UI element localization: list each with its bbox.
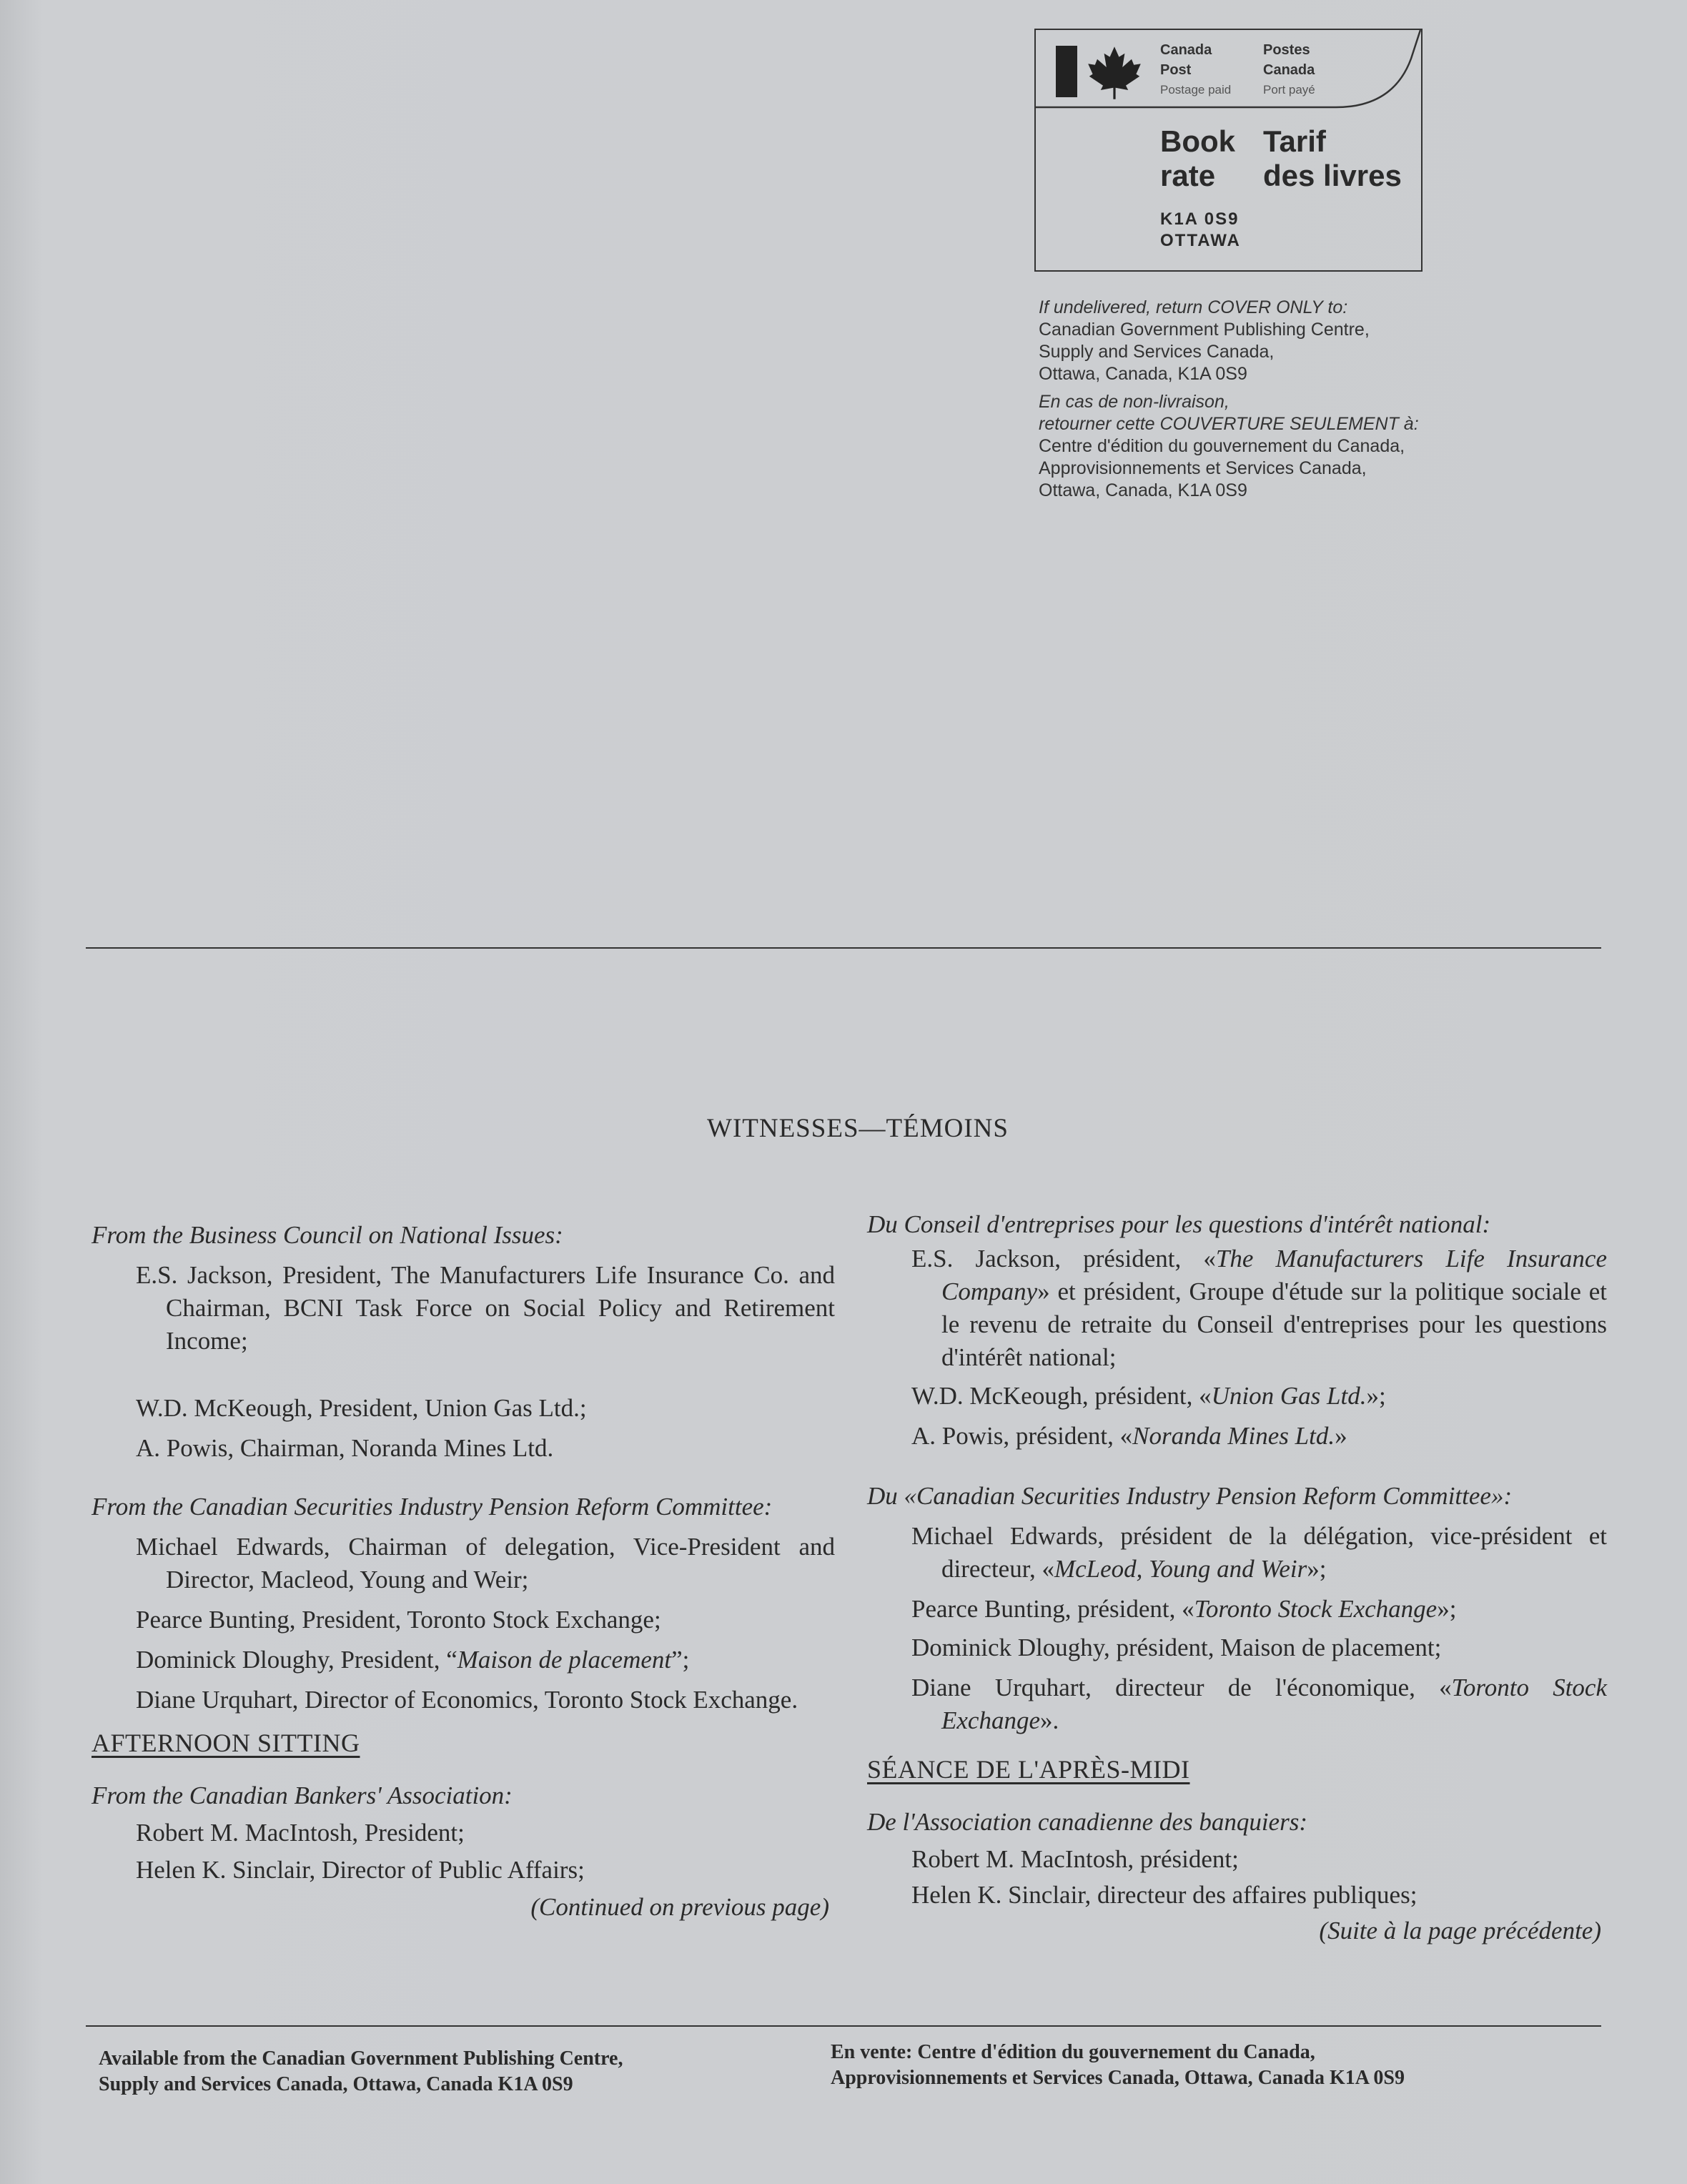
- witness-entry: Pearce Bunting, President, Toronto Stock Exchange;: [136, 1606, 661, 1634]
- witness-entry: A. Powis, Chairman, Noranda Mines Ltd.: [136, 1434, 554, 1462]
- witness-text: Michael Edwards, président de la délégation, vice-président et directeur, «: [911, 1522, 1607, 1583]
- witness-firm: Noranda Mines Ltd.: [1132, 1422, 1335, 1450]
- postal-code: K1A 0S9: [1160, 209, 1240, 229]
- return-fr-line: Centre d'édition du gouvernement du Canada,: [1039, 436, 1405, 456]
- witness-entry: Diane Urquhart, Director of Economics, Toronto Stock Exchange.: [136, 1686, 798, 1714]
- org-heading: From the Canadian Securities Industry Pension Reform Committee:: [91, 1493, 773, 1521]
- witness-entry: [91, 1644, 835, 1676]
- witness-entry: [867, 1420, 1607, 1453]
- witnesses-french-column: [867, 1208, 1607, 1947]
- bottom-divider: [86, 2025, 1601, 2027]
- witness-entry: Helen K. Sinclair, Director of Public Affairs;: [136, 1856, 585, 1884]
- postage-indicia: [1034, 29, 1423, 272]
- canada-post-en: [1160, 40, 1231, 100]
- witness-entry: [867, 1520, 1607, 1586]
- witness-entry: Robert M. MacIntosh, President;: [136, 1819, 465, 1847]
- port-paye-label: Port payé: [1263, 83, 1315, 97]
- witness-firm: Union Gas Ltd.: [1211, 1382, 1367, 1410]
- witness-text: Pearce Bunting, président, «: [911, 1595, 1194, 1623]
- witness-entry: [867, 1671, 1607, 1737]
- footer-line: Supply and Services Canada, Ottawa, Canada K1A 0S9: [99, 2073, 573, 2095]
- witness-entry: [867, 1380, 1607, 1413]
- tarif-label: [1263, 124, 1402, 193]
- witness-firm: Maison de placement: [457, 1646, 672, 1674]
- witness-text: W.D. McKeough, président, «: [911, 1382, 1212, 1410]
- witness-text: A. Powis, président, «: [911, 1422, 1133, 1450]
- witness-entry: Michael Edwards, Chairman of delegation, Vice-President and Director, Macleod, Young and Weir;: [136, 1533, 835, 1593]
- witness-text: »;: [1437, 1595, 1457, 1623]
- canada-post-fr: [1263, 40, 1315, 100]
- witnesses-english-column: [91, 1219, 835, 1924]
- des-livres-word: des livres: [1263, 159, 1402, 192]
- postage-paid-label: Postage paid: [1160, 83, 1232, 97]
- witness-entry: W.D. McKeough, President, Union Gas Ltd.;: [136, 1394, 587, 1422]
- org-heading: From the Business Council on National Issues:: [91, 1221, 563, 1249]
- witness-firm: Toronto Stock Exchange: [1194, 1595, 1438, 1623]
- witness-entry: E.S. Jackson, President, The Manufacturers Life Insurance Co. and Chairman, BCNI Task Force on Social Policy and Retirement Income;: [136, 1261, 835, 1355]
- post-label: Post: [1160, 62, 1192, 78]
- suite-note: (Suite à la page précédente): [1319, 1917, 1601, 1945]
- postal-address: [1160, 209, 1241, 252]
- flag-bar-icon: [1056, 46, 1077, 97]
- org-heading: Du «Canadian Securities Industry Pension Reform Committee»:: [867, 1482, 1513, 1510]
- witness-text: » et président, Groupe d'étude sur la politique sociale et le revenu de retraite du Conseil d'entreprises pour les questions d'intérêt national;: [941, 1278, 1607, 1371]
- continued-note: (Continued on previous page): [530, 1893, 829, 1921]
- org-heading: Du Conseil d'entreprises pour les questions d'intérêt national:: [867, 1210, 1491, 1238]
- return-en-line: If undelivered, return COVER ONLY to:: [1039, 297, 1348, 317]
- witness-text: ”;: [671, 1646, 690, 1674]
- org-heading: From the Canadian Bankers' Association:: [91, 1782, 513, 1809]
- return-en-line: Canadian Government Publishing Centre,: [1039, 320, 1370, 340]
- availability-fr: [831, 2040, 1405, 2091]
- afternoon-sitting-heading: AFTERNOON SITTING: [91, 1729, 360, 1757]
- witness-firm: McLeod, Young and Weir: [1054, 1555, 1307, 1583]
- return-fr-line: En cas de non-livraison,: [1039, 392, 1230, 412]
- canada-fr-label: Canada: [1263, 62, 1315, 78]
- postal-city: OTTAWA: [1160, 231, 1241, 250]
- witness-firm: Toronto Stock Exchange: [941, 1674, 1607, 1734]
- canada-label: Canada: [1160, 42, 1212, 58]
- footer-line: En vente: Centre d'édition du gouvernement du Canada,: [831, 2041, 1315, 2063]
- return-en-line: Supply and Services Canada,: [1039, 342, 1275, 362]
- witness-text: Dominick Dloughy, President, “: [136, 1646, 457, 1674]
- witness-firm: The Manufacturers Life Insurance Company: [941, 1245, 1608, 1305]
- return-en-line: Ottawa, Canada, K1A 0S9: [1039, 364, 1247, 384]
- witness-text: »;: [1307, 1555, 1327, 1583]
- org-heading: De l'Association canadienne des banquiers:: [867, 1808, 1307, 1836]
- rate-word: rate: [1160, 159, 1216, 192]
- witness-text: E.S. Jackson, président, «: [911, 1245, 1216, 1273]
- return-notice: [1039, 297, 1419, 502]
- footer-line: Approvisionnements et Services Canada, Ottawa, Canada K1A 0S9: [831, 2067, 1405, 2089]
- return-fr-line: Approvisionnements et Services Canada,: [1039, 458, 1367, 478]
- witness-entry: Robert M. MacIntosh, président;: [911, 1845, 1239, 1873]
- witness-text: »;: [1366, 1382, 1386, 1410]
- footer-line: Available from the Canadian Government Publishing Centre,: [99, 2047, 623, 2070]
- availability-en: [99, 2046, 623, 2097]
- witness-text: ».: [1039, 1706, 1059, 1734]
- witness-entry: Dominick Dloughy, président, Maison de placement;: [911, 1634, 1442, 1661]
- witness-entry: [867, 1242, 1607, 1374]
- witness-entry: [867, 1593, 1607, 1626]
- witness-text: Diane Urquhart, directeur de l'économique, «: [911, 1674, 1452, 1701]
- postes-label: Postes: [1263, 42, 1310, 58]
- witness-text: »: [1335, 1422, 1347, 1450]
- witnesses-heading: WITNESSES—TÉMOINS: [707, 1114, 1009, 1143]
- witness-entry: Helen K. Sinclair, directeur des affaires publiques;: [911, 1881, 1418, 1909]
- top-divider: [86, 947, 1601, 949]
- apres-midi-heading: SÉANCE DE L'APRÈS-MIDI: [867, 1755, 1190, 1784]
- maple-leaf-icon: [1086, 44, 1143, 102]
- return-fr-line: retourner cette COUVERTURE SEULEMENT à:: [1039, 414, 1419, 434]
- book-word: Book: [1160, 124, 1235, 158]
- book-rate-label: [1160, 124, 1235, 193]
- tarif-word: Tarif: [1263, 124, 1326, 158]
- return-fr-line: Ottawa, Canada, K1A 0S9: [1039, 480, 1247, 500]
